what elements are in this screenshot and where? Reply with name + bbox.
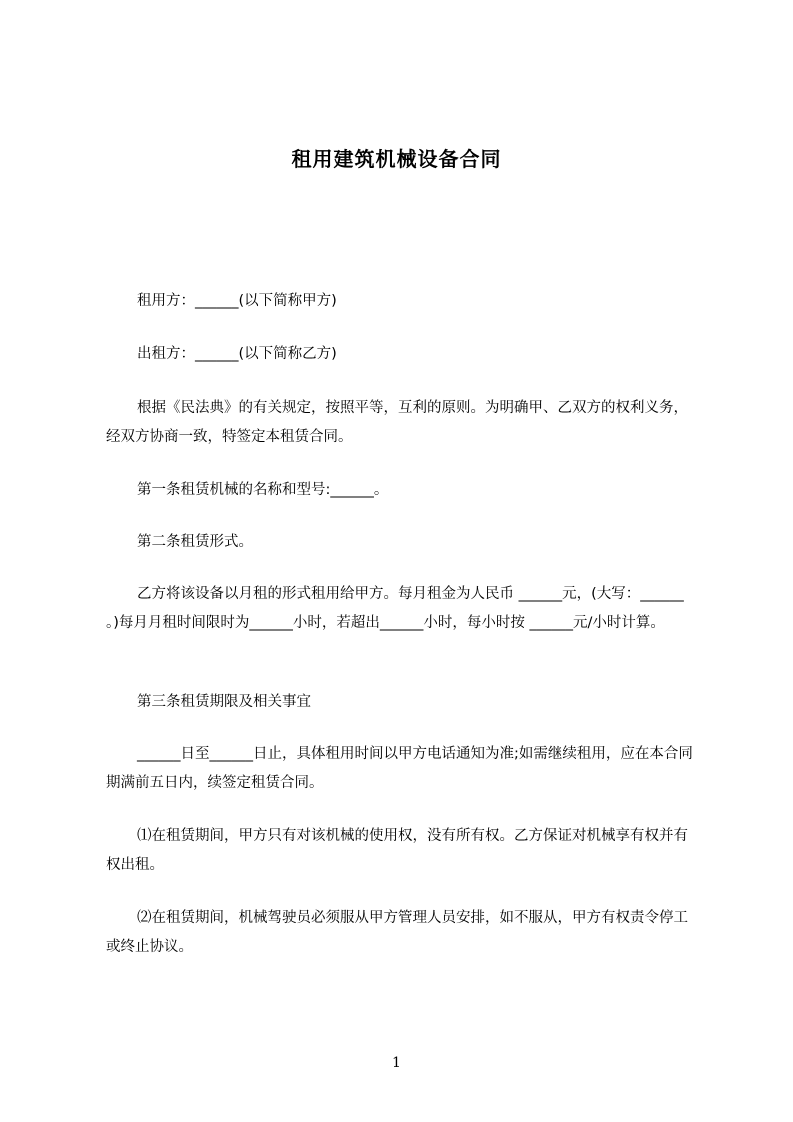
clause-1-paragraph: ⑴在租赁期间，甲方只有对该机械的使用权，没有所有权。乙方保证对机械享有权并有权出租。 bbox=[106, 828, 688, 873]
clause-2-paragraph: ⑵在租赁期间，机械驾驶员必须服从甲方管理人员安排，如不服从，甲方有权责令停工或终止协议。 bbox=[106, 910, 688, 955]
lease-period-paragraph: ______日至______日止，具体租用时间以甲方电话通知为准;如需继续租用，应在本合同期满前五日内，续签定租赁合同。 bbox=[106, 746, 693, 791]
article-2-heading: 第二条租赁形式。 bbox=[137, 534, 253, 550]
lessor-line: 出租方：______(以下简称乙方) bbox=[137, 346, 337, 362]
document-title: 租用建筑机械设备合同 bbox=[291, 147, 502, 171]
rent-terms-paragraph: 乙方将该设备以月租的形式租用给甲方。每月租金为人民币 ______元，(大写：______ 。)每月月租时间限时为______小时，若超出______小时，每小时按 ______元/小时计算。 bbox=[106, 586, 684, 631]
article-3-heading: 第三条租赁期限及相关事宜 bbox=[137, 694, 311, 710]
lessee-line: 租用方：______(以下简称甲方) bbox=[137, 293, 337, 309]
preamble-paragraph: 根据《民法典》的有关规定，按照平等，互利的原则。为明确甲、乙双方的权利义务，经双方协商一致，特签定本租赁合同。 bbox=[106, 400, 688, 445]
page-number: 1 bbox=[392, 1055, 401, 1071]
article-1-heading: 第一条租赁机械的名称和型号:______。 bbox=[137, 482, 389, 498]
